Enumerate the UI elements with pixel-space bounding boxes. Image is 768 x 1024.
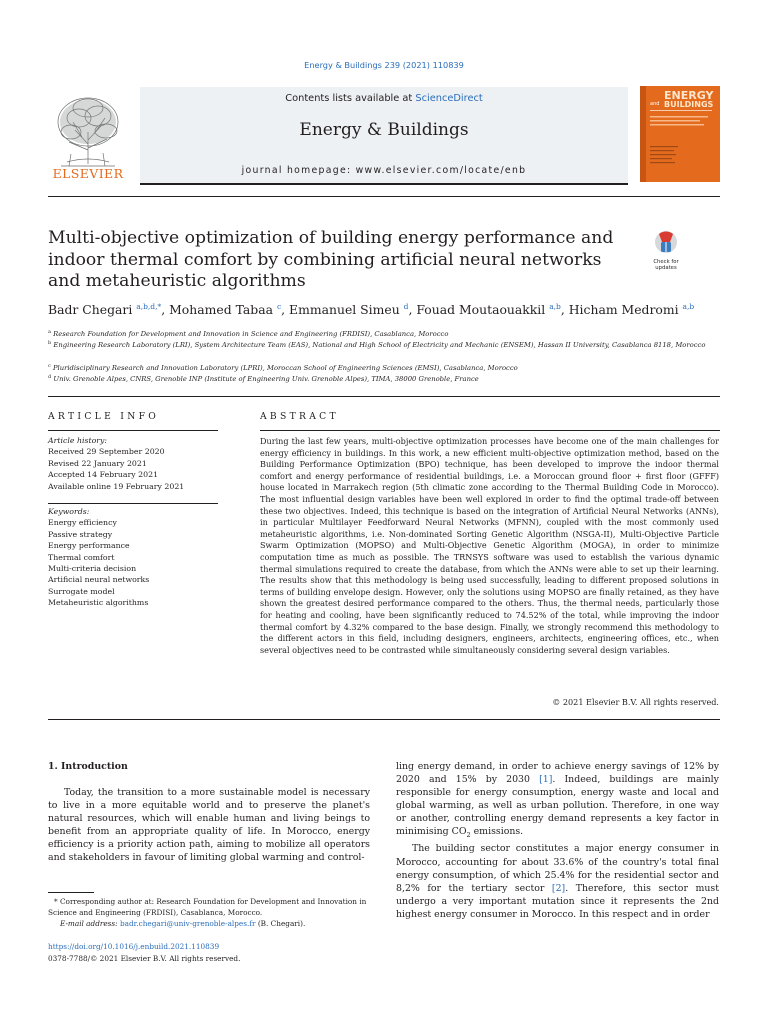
history-item: Accepted 14 February 2021 (48, 470, 159, 480)
citation-link[interactable]: [2] (551, 882, 566, 894)
author-affiliation-marker[interactable]: a,b (549, 302, 561, 311)
keyword-item: Thermal comfort (48, 552, 115, 562)
email-label: E-mail address: (60, 919, 120, 928)
affiliation-text: Research Foundation for Development and Innovation in Science and Engineering (FRDISI), Casablanca, Morocco (53, 330, 449, 338)
author-affiliation-marker[interactable]: a,b,d,* (136, 302, 162, 311)
affiliation (48, 338, 708, 351)
citation-link[interactable]: [1] (539, 774, 553, 786)
header-rule (48, 196, 720, 197)
cover-title-1: ENERGY (664, 89, 714, 102)
abstract-rule (260, 430, 720, 431)
sciencedirect-link[interactable]: ScienceDirect (415, 93, 483, 104)
keywords (48, 506, 238, 609)
keyword-item: Passive strategy (48, 529, 113, 539)
issn-line: 0378-7788/© 2021 Elsevier B.V. All rights reserved. (48, 954, 241, 963)
affiliation-text: Pluridisciplinary Research and Innovation Laboratory (LPRI), Moroccan School of Engineering Sciences (EMSI), Casablanca, Morocco (52, 364, 518, 372)
crossmark-button[interactable] (644, 229, 688, 269)
elsevier-wordmark: ELSEVIER (52, 166, 124, 181)
corresponding-author-note: * Corresponding author at: Research Foundation for Development and Innovation in Science and Engineering (FRDISI), Casablanca, Morocco. (48, 897, 367, 917)
keyword-item: Surrogate model (48, 586, 115, 596)
paragraph-text: ling energy demand, in order to achieve energy savings of 12% by 2020 and 15% by 2030 (396, 761, 719, 786)
affiliation-text: Univ. Grenoble Alpes, CNRS, Grenoble INP (Institute of Engineering Univ. Grenoble Alpes), TIMA, 38000 Grenoble, France (53, 375, 479, 383)
journal-reference-link[interactable]: Energy & Buildings 239 (2021) 110839 (304, 60, 464, 70)
paragraph-text: The building sector constitutes a major energy consumer in Morocco, accounting for about 33.6% of the country's total final energy consumption, of which 25.4% for the residential sector and 8,2% for the tertiary sector (396, 843, 719, 894)
article-info-label: ARTICLE INFO (48, 411, 160, 422)
affiliation-key: a (48, 329, 51, 335)
keyword-item: Energy efficiency (48, 518, 117, 528)
doi-link[interactable]: https://doi.org/10.1016/j.enbuild.2021.110839 (48, 942, 220, 951)
contents-prefix: Contents lists available at (285, 93, 416, 104)
affiliation-text: Engineering Research Laboratory (LRI), System Architecture Team (EAS), National and High School of Electricity and Mechanic (ENSEM), Hassan II University, Casablanca 8118, Morocco (53, 341, 706, 349)
front-matter-rule (48, 396, 720, 397)
body-paragraph (396, 842, 719, 921)
email-link[interactable]: badr.chegari@univ-grenoble-alpes.fr (119, 919, 256, 928)
body-column-left (48, 786, 370, 865)
history-item: Received 29 September 2020 (48, 447, 165, 457)
article-history-label: Article history: (48, 436, 108, 445)
keyword-item: Energy performance (48, 541, 130, 551)
affiliation-key: b (48, 340, 52, 346)
crossmark-icon (644, 229, 688, 255)
author-affiliation-marker[interactable]: a,b (682, 302, 695, 311)
author-name[interactable]: Emmanuel Simeu (289, 302, 400, 317)
author-name[interactable]: Hicham Medromi (568, 302, 679, 317)
cover-title-2: BUILDINGS (664, 100, 714, 109)
author-affiliation-marker[interactable]: c (276, 302, 282, 311)
journal-title: Energy & Buildings (299, 120, 469, 140)
keyword-item: Metaheuristic algorithms (48, 598, 149, 608)
cover-and: and (650, 101, 660, 107)
keyword-item: Artificial neural networks (48, 575, 150, 585)
keywords-rule (48, 503, 218, 504)
journal-cover (640, 86, 720, 182)
author-name[interactable]: Mohamed Tabaa (169, 302, 273, 317)
keyword-item: Multi-criteria decision (48, 564, 137, 574)
keywords-label: Keywords: (48, 507, 90, 516)
affiliation (48, 372, 708, 385)
author-affiliation-marker[interactable]: d (403, 302, 409, 311)
abstract-label: ABSTRACT (260, 411, 339, 422)
author-name[interactable]: Fouad Moutaouakkil (416, 302, 546, 317)
abstract-end-rule (48, 719, 720, 720)
body-paragraph: Today, the transition to a more sustainable model is necessary to live in a more equitable world and to preserve the planet's natural resources, which will enable human and living beings to benefit from an appropriate quality of life. In Morocco, energy efficiency is a priority action path, aiming to mobilize all operators and stakeholders in favour of limiting global warming and control- (48, 787, 370, 864)
email-line (48, 918, 370, 929)
author-name[interactable]: Badr Chegari (48, 302, 133, 317)
article-history (48, 435, 238, 492)
footnote-rule (48, 892, 94, 893)
paragraph-text: emissions. (470, 826, 524, 838)
subscript: 2 (466, 831, 471, 840)
contents-line (140, 93, 628, 104)
history-item: Available online 19 February 2021 (48, 481, 185, 491)
affiliation-key: d (48, 374, 52, 380)
paragraph-text: . Indeed, buildings are mainly responsible for energy consumption, energy waste and local and global warming, as well as urban pollution. Therefore, in one way or another, controlling energy demand represents a key factor in minimising CO (396, 774, 719, 838)
journal-homepage-link[interactable]: journal homepage: www.elsevier.com/locate/enb (241, 165, 527, 176)
section-heading: 1. Introduction (48, 761, 128, 772)
paragraph-text: . Therefore, this sector must undergo a very important mutation since it represents the 2nd highest energy consumer in Morocco. In this respect and in order (396, 882, 719, 920)
crossmark-label: Check for updates (653, 259, 679, 271)
body-paragraph (396, 760, 719, 842)
body-column-right (396, 760, 719, 921)
author-list: Badr Chegari $^{a,b,d,*}$, Mohamed Tabaa $^c$, Emmanuel Simeu $^d$, Fouad Moutaouakkil $^{a,b}$, Hicham Medromi $^{a,b}$ (48, 302, 695, 317)
affiliation-key: c (48, 363, 51, 369)
history-item: Revised 22 January 2021 (48, 458, 147, 468)
elsevier-logo (49, 92, 127, 184)
article-info-rule (48, 430, 218, 431)
abstract-text: During the last few years, multi-objective optimization processes have become one of the main challenges for energy efficiency in buildings. In this work, a new efficient multi-objective optimization method, based on the Building Performance Optimization (BPO) technique, has been developed to improve the indoor thermal comfort and energy performance of residential buildings, i.e. a Moroccan ground floor + first floor (GFFF) house located in Marrakech region (5th climatic zone according to the Thermal Building Code in Morocco). The most influential design variables have been well explored in order to find the optimal trade-off between these two objectives. Indeed, this technique is based on the integration of Artificial Neural Networks (ANNs), in particular Multilayer Feedforward Neural Networks (MFNN), coupled with the most commonly used metaheuristic algorithms, i.e. Non-dominated Sorting Genetic Algorithm (NSGA-II), Multi-Objective Particle Swarm Optimization (MOPSO) and Multi-Objective Genetic Algorithm (MOGA), in order to minimize computation time as much as possible. The TRNSYS software was used to establish the various dynamic thermal simulations required to create the database, from which the ANNs were able to set up their learning. The results show that this methodology is being used successfully, leading to different proposed solutions in terms of building envelope design. However, only the solutions using MOPSO are finally retained, as they have shown the greatest desired performance compared to the others. Thus, the thermal needs, particularly those for heating and cooling, have been significantly reduced to 74.52% of the total, while improving the indoor thermal comfort by 4.32% compared to the base design. Finally, we strongly recommend this methodology to the different actors in this field, including designers, engineers, architects, engineering offices, etc., when several objectives need to be contrasted while simultaneously considering several design variables. (260, 436, 719, 655)
abstract-copyright: © 2021 Elsevier B.V. All rights reserved. (552, 697, 719, 707)
journal-header (140, 87, 628, 185)
footnote (48, 896, 370, 929)
email-suffix: (B. Chegari). (255, 919, 306, 928)
article-title: Multi-objective optimization of building energy performance and indoor thermal comfort by combining artificial neural networks and metaheuristic algorithms (48, 228, 614, 291)
